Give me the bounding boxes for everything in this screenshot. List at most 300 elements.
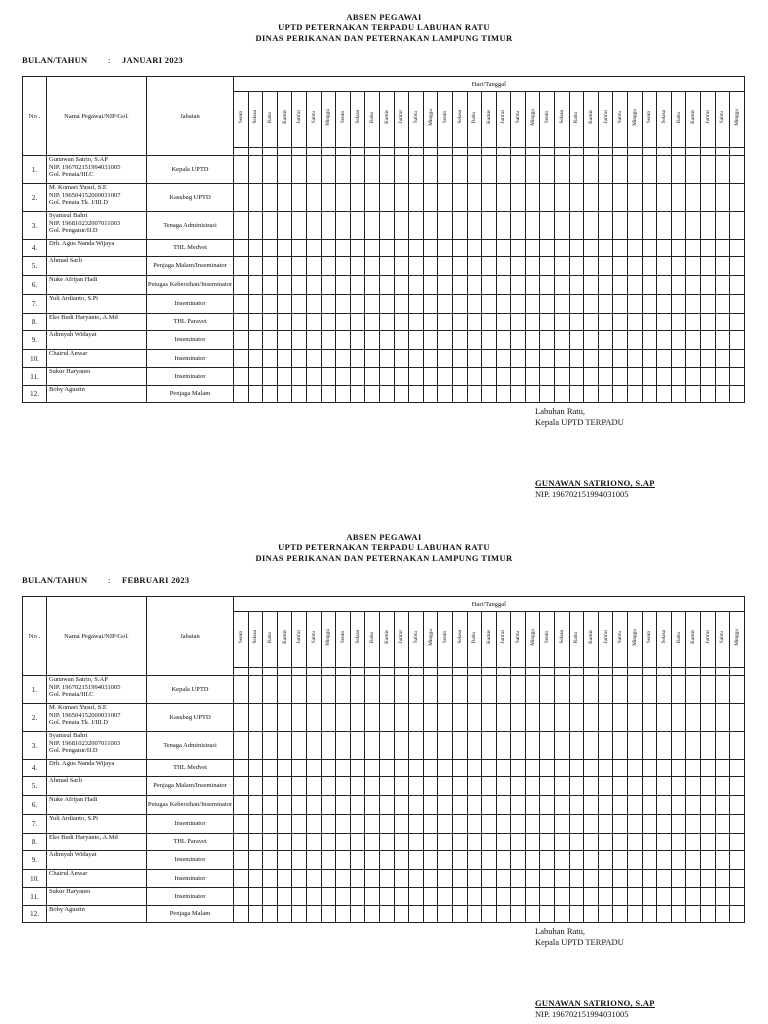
- attendance-cell[interactable]: [321, 212, 336, 240]
- attendance-cell[interactable]: [394, 276, 409, 295]
- attendance-cell[interactable]: [336, 156, 351, 184]
- attendance-cell[interactable]: [730, 888, 745, 906]
- attendance-cell[interactable]: [642, 906, 657, 923]
- attendance-cell[interactable]: [409, 257, 424, 276]
- attendance-cell[interactable]: [613, 851, 628, 870]
- attendance-cell[interactable]: [263, 257, 278, 276]
- attendance-cell[interactable]: [642, 870, 657, 888]
- attendance-cell[interactable]: [452, 331, 467, 350]
- attendance-cell[interactable]: [642, 156, 657, 184]
- attendance-cell[interactable]: [423, 184, 438, 212]
- attendance-cell[interactable]: [365, 760, 380, 777]
- attendance-cell[interactable]: [569, 760, 584, 777]
- attendance-cell[interactable]: [671, 156, 686, 184]
- attendance-cell[interactable]: [365, 676, 380, 704]
- attendance-cell[interactable]: [409, 350, 424, 368]
- attendance-cell[interactable]: [671, 331, 686, 350]
- attendance-cell[interactable]: [540, 386, 555, 403]
- attendance-cell[interactable]: [540, 704, 555, 732]
- attendance-cell[interactable]: [306, 295, 321, 314]
- attendance-cell[interactable]: [482, 350, 497, 368]
- attendance-cell[interactable]: [686, 314, 701, 331]
- attendance-cell[interactable]: [671, 184, 686, 212]
- attendance-cell[interactable]: [409, 704, 424, 732]
- attendance-cell[interactable]: [598, 368, 613, 386]
- attendance-cell[interactable]: [701, 851, 716, 870]
- attendance-cell[interactable]: [730, 777, 745, 796]
- attendance-cell[interactable]: [263, 331, 278, 350]
- attendance-cell[interactable]: [613, 732, 628, 760]
- attendance-cell[interactable]: [482, 314, 497, 331]
- attendance-cell[interactable]: [248, 704, 263, 732]
- attendance-cell[interactable]: [511, 368, 526, 386]
- attendance-cell[interactable]: [628, 184, 643, 212]
- attendance-cell[interactable]: [350, 777, 365, 796]
- attendance-cell[interactable]: [277, 704, 292, 732]
- attendance-cell[interactable]: [365, 184, 380, 212]
- attendance-cell[interactable]: [248, 350, 263, 368]
- attendance-cell[interactable]: [686, 870, 701, 888]
- attendance-cell[interactable]: [715, 184, 730, 212]
- attendance-cell[interactable]: [321, 796, 336, 815]
- attendance-cell[interactable]: [715, 851, 730, 870]
- attendance-cell[interactable]: [292, 851, 307, 870]
- attendance-cell[interactable]: [234, 676, 249, 704]
- attendance-cell[interactable]: [336, 331, 351, 350]
- attendance-cell[interactable]: [467, 257, 482, 276]
- attendance-cell[interactable]: [277, 331, 292, 350]
- attendance-cell[interactable]: [423, 276, 438, 295]
- attendance-cell[interactable]: [686, 331, 701, 350]
- attendance-cell[interactable]: [569, 888, 584, 906]
- attendance-cell[interactable]: [438, 350, 453, 368]
- attendance-cell[interactable]: [613, 240, 628, 257]
- attendance-cell[interactable]: [584, 760, 599, 777]
- attendance-cell[interactable]: [613, 777, 628, 796]
- attendance-cell[interactable]: [336, 257, 351, 276]
- attendance-cell[interactable]: [482, 156, 497, 184]
- attendance-cell[interactable]: [511, 295, 526, 314]
- attendance-cell[interactable]: [598, 834, 613, 851]
- attendance-cell[interactable]: [584, 676, 599, 704]
- attendance-cell[interactable]: [613, 834, 628, 851]
- attendance-cell[interactable]: [598, 184, 613, 212]
- attendance-cell[interactable]: [496, 257, 511, 276]
- attendance-cell[interactable]: [306, 704, 321, 732]
- attendance-cell[interactable]: [628, 815, 643, 834]
- attendance-cell[interactable]: [525, 704, 540, 732]
- attendance-cell[interactable]: [292, 760, 307, 777]
- attendance-cell[interactable]: [394, 834, 409, 851]
- attendance-cell[interactable]: [394, 732, 409, 760]
- attendance-cell[interactable]: [452, 368, 467, 386]
- attendance-cell[interactable]: [730, 815, 745, 834]
- attendance-cell[interactable]: [263, 906, 278, 923]
- attendance-cell[interactable]: [525, 732, 540, 760]
- attendance-cell[interactable]: [321, 851, 336, 870]
- attendance-cell[interactable]: [671, 888, 686, 906]
- attendance-cell[interactable]: [438, 870, 453, 888]
- attendance-cell[interactable]: [394, 777, 409, 796]
- attendance-cell[interactable]: [336, 184, 351, 212]
- attendance-cell[interactable]: [511, 704, 526, 732]
- attendance-cell[interactable]: [365, 257, 380, 276]
- attendance-cell[interactable]: [263, 184, 278, 212]
- attendance-cell[interactable]: [423, 888, 438, 906]
- attendance-cell[interactable]: [394, 314, 409, 331]
- attendance-cell[interactable]: [701, 796, 716, 815]
- attendance-cell[interactable]: [438, 368, 453, 386]
- attendance-cell[interactable]: [701, 704, 716, 732]
- attendance-cell[interactable]: [511, 796, 526, 815]
- attendance-cell[interactable]: [467, 815, 482, 834]
- attendance-cell[interactable]: [409, 314, 424, 331]
- attendance-cell[interactable]: [628, 314, 643, 331]
- attendance-cell[interactable]: [306, 156, 321, 184]
- attendance-cell[interactable]: [628, 732, 643, 760]
- attendance-cell[interactable]: [423, 906, 438, 923]
- attendance-cell[interactable]: [555, 906, 570, 923]
- attendance-cell[interactable]: [555, 851, 570, 870]
- attendance-cell[interactable]: [438, 276, 453, 295]
- attendance-cell[interactable]: [525, 888, 540, 906]
- attendance-cell[interactable]: [511, 212, 526, 240]
- attendance-cell[interactable]: [730, 796, 745, 815]
- attendance-cell[interactable]: [248, 851, 263, 870]
- attendance-cell[interactable]: [657, 704, 672, 732]
- attendance-cell[interactable]: [715, 240, 730, 257]
- attendance-cell[interactable]: [438, 851, 453, 870]
- attendance-cell[interactable]: [263, 240, 278, 257]
- attendance-cell[interactable]: [540, 295, 555, 314]
- attendance-cell[interactable]: [657, 276, 672, 295]
- attendance-cell[interactable]: [452, 815, 467, 834]
- attendance-cell[interactable]: [292, 796, 307, 815]
- attendance-cell[interactable]: [657, 796, 672, 815]
- attendance-cell[interactable]: [482, 368, 497, 386]
- attendance-cell[interactable]: [379, 314, 394, 331]
- attendance-cell[interactable]: [379, 257, 394, 276]
- attendance-cell[interactable]: [584, 156, 599, 184]
- attendance-cell[interactable]: [730, 386, 745, 403]
- attendance-cell[interactable]: [482, 184, 497, 212]
- attendance-cell[interactable]: [496, 796, 511, 815]
- attendance-cell[interactable]: [292, 815, 307, 834]
- attendance-cell[interactable]: [511, 732, 526, 760]
- attendance-cell[interactable]: [482, 760, 497, 777]
- attendance-cell[interactable]: [701, 870, 716, 888]
- attendance-cell[interactable]: [496, 760, 511, 777]
- attendance-cell[interactable]: [277, 276, 292, 295]
- attendance-cell[interactable]: [306, 276, 321, 295]
- attendance-cell[interactable]: [525, 184, 540, 212]
- attendance-cell[interactable]: [598, 350, 613, 368]
- attendance-cell[interactable]: [496, 704, 511, 732]
- attendance-cell[interactable]: [628, 386, 643, 403]
- attendance-cell[interactable]: [628, 676, 643, 704]
- attendance-cell[interactable]: [540, 276, 555, 295]
- attendance-cell[interactable]: [496, 851, 511, 870]
- attendance-cell[interactable]: [613, 156, 628, 184]
- attendance-cell[interactable]: [715, 295, 730, 314]
- attendance-cell[interactable]: [584, 350, 599, 368]
- attendance-cell[interactable]: [306, 212, 321, 240]
- attendance-cell[interactable]: [657, 815, 672, 834]
- attendance-cell[interactable]: [642, 240, 657, 257]
- attendance-cell[interactable]: [671, 350, 686, 368]
- attendance-cell[interactable]: [671, 796, 686, 815]
- attendance-cell[interactable]: [292, 257, 307, 276]
- attendance-cell[interactable]: [350, 257, 365, 276]
- attendance-cell[interactable]: [306, 257, 321, 276]
- attendance-cell[interactable]: [496, 834, 511, 851]
- attendance-cell[interactable]: [248, 314, 263, 331]
- attendance-cell[interactable]: [321, 777, 336, 796]
- attendance-cell[interactable]: [336, 704, 351, 732]
- attendance-cell[interactable]: [686, 815, 701, 834]
- attendance-cell[interactable]: [263, 156, 278, 184]
- attendance-cell[interactable]: [701, 906, 716, 923]
- attendance-cell[interactable]: [598, 870, 613, 888]
- attendance-cell[interactable]: [336, 888, 351, 906]
- attendance-cell[interactable]: [336, 760, 351, 777]
- attendance-cell[interactable]: [336, 796, 351, 815]
- attendance-cell[interactable]: [438, 386, 453, 403]
- attendance-cell[interactable]: [657, 184, 672, 212]
- attendance-cell[interactable]: [292, 350, 307, 368]
- attendance-cell[interactable]: [409, 386, 424, 403]
- attendance-cell[interactable]: [306, 851, 321, 870]
- attendance-cell[interactable]: [248, 796, 263, 815]
- attendance-cell[interactable]: [598, 212, 613, 240]
- attendance-cell[interactable]: [613, 257, 628, 276]
- attendance-cell[interactable]: [350, 368, 365, 386]
- attendance-cell[interactable]: [438, 295, 453, 314]
- attendance-cell[interactable]: [336, 212, 351, 240]
- attendance-cell[interactable]: [671, 314, 686, 331]
- attendance-cell[interactable]: [394, 350, 409, 368]
- attendance-cell[interactable]: [452, 156, 467, 184]
- attendance-cell[interactable]: [598, 314, 613, 331]
- attendance-cell[interactable]: [511, 350, 526, 368]
- attendance-cell[interactable]: [671, 257, 686, 276]
- attendance-cell[interactable]: [628, 257, 643, 276]
- attendance-cell[interactable]: [234, 888, 249, 906]
- attendance-cell[interactable]: [642, 851, 657, 870]
- attendance-cell[interactable]: [234, 240, 249, 257]
- attendance-cell[interactable]: [292, 777, 307, 796]
- attendance-cell[interactable]: [350, 314, 365, 331]
- attendance-cell[interactable]: [277, 815, 292, 834]
- attendance-cell[interactable]: [409, 888, 424, 906]
- attendance-cell[interactable]: [365, 870, 380, 888]
- attendance-cell[interactable]: [569, 350, 584, 368]
- attendance-cell[interactable]: [263, 704, 278, 732]
- attendance-cell[interactable]: [350, 184, 365, 212]
- attendance-cell[interactable]: [467, 331, 482, 350]
- attendance-cell[interactable]: [234, 314, 249, 331]
- attendance-cell[interactable]: [540, 212, 555, 240]
- attendance-cell[interactable]: [555, 870, 570, 888]
- attendance-cell[interactable]: [423, 212, 438, 240]
- attendance-cell[interactable]: [540, 732, 555, 760]
- attendance-cell[interactable]: [511, 276, 526, 295]
- attendance-cell[interactable]: [525, 815, 540, 834]
- attendance-cell[interactable]: [321, 386, 336, 403]
- attendance-cell[interactable]: [642, 212, 657, 240]
- attendance-cell[interactable]: [482, 331, 497, 350]
- attendance-cell[interactable]: [336, 276, 351, 295]
- attendance-cell[interactable]: [306, 796, 321, 815]
- attendance-cell[interactable]: [657, 240, 672, 257]
- attendance-cell[interactable]: [657, 257, 672, 276]
- attendance-cell[interactable]: [569, 906, 584, 923]
- attendance-cell[interactable]: [423, 368, 438, 386]
- attendance-cell[interactable]: [540, 851, 555, 870]
- attendance-cell[interactable]: [540, 777, 555, 796]
- attendance-cell[interactable]: [350, 676, 365, 704]
- attendance-cell[interactable]: [628, 156, 643, 184]
- attendance-cell[interactable]: [642, 888, 657, 906]
- attendance-cell[interactable]: [277, 386, 292, 403]
- attendance-cell[interactable]: [467, 704, 482, 732]
- attendance-cell[interactable]: [452, 295, 467, 314]
- attendance-cell[interactable]: [306, 760, 321, 777]
- attendance-cell[interactable]: [482, 676, 497, 704]
- attendance-cell[interactable]: [540, 350, 555, 368]
- attendance-cell[interactable]: [452, 870, 467, 888]
- attendance-cell[interactable]: [482, 732, 497, 760]
- attendance-cell[interactable]: [598, 888, 613, 906]
- attendance-cell[interactable]: [482, 851, 497, 870]
- attendance-cell[interactable]: [642, 368, 657, 386]
- attendance-cell[interactable]: [452, 276, 467, 295]
- attendance-cell[interactable]: [555, 760, 570, 777]
- attendance-cell[interactable]: [496, 888, 511, 906]
- attendance-cell[interactable]: [379, 240, 394, 257]
- attendance-cell[interactable]: [365, 276, 380, 295]
- attendance-cell[interactable]: [671, 834, 686, 851]
- attendance-cell[interactable]: [686, 156, 701, 184]
- attendance-cell[interactable]: [642, 295, 657, 314]
- attendance-cell[interactable]: [379, 276, 394, 295]
- attendance-cell[interactable]: [540, 156, 555, 184]
- attendance-cell[interactable]: [336, 240, 351, 257]
- attendance-cell[interactable]: [394, 212, 409, 240]
- attendance-cell[interactable]: [248, 888, 263, 906]
- attendance-cell[interactable]: [379, 888, 394, 906]
- attendance-cell[interactable]: [613, 676, 628, 704]
- attendance-cell[interactable]: [409, 870, 424, 888]
- attendance-cell[interactable]: [569, 184, 584, 212]
- attendance-cell[interactable]: [730, 834, 745, 851]
- attendance-cell[interactable]: [379, 834, 394, 851]
- attendance-cell[interactable]: [438, 704, 453, 732]
- attendance-cell[interactable]: [438, 212, 453, 240]
- attendance-cell[interactable]: [598, 815, 613, 834]
- attendance-cell[interactable]: [511, 184, 526, 212]
- attendance-cell[interactable]: [379, 815, 394, 834]
- attendance-cell[interactable]: [555, 350, 570, 368]
- attendance-cell[interactable]: [452, 851, 467, 870]
- attendance-cell[interactable]: [277, 184, 292, 212]
- attendance-cell[interactable]: [525, 777, 540, 796]
- attendance-cell[interactable]: [336, 834, 351, 851]
- attendance-cell[interactable]: [730, 368, 745, 386]
- attendance-cell[interactable]: [336, 870, 351, 888]
- attendance-cell[interactable]: [496, 777, 511, 796]
- attendance-cell[interactable]: [525, 212, 540, 240]
- attendance-cell[interactable]: [496, 350, 511, 368]
- attendance-cell[interactable]: [686, 276, 701, 295]
- attendance-cell[interactable]: [306, 240, 321, 257]
- attendance-cell[interactable]: [394, 888, 409, 906]
- attendance-cell[interactable]: [671, 704, 686, 732]
- attendance-cell[interactable]: [350, 815, 365, 834]
- attendance-cell[interactable]: [467, 184, 482, 212]
- attendance-cell[interactable]: [671, 240, 686, 257]
- attendance-cell[interactable]: [248, 870, 263, 888]
- attendance-cell[interactable]: [671, 212, 686, 240]
- attendance-cell[interactable]: [569, 156, 584, 184]
- attendance-cell[interactable]: [365, 295, 380, 314]
- attendance-cell[interactable]: [628, 888, 643, 906]
- attendance-cell[interactable]: [701, 314, 716, 331]
- attendance-cell[interactable]: [423, 760, 438, 777]
- attendance-cell[interactable]: [628, 350, 643, 368]
- attendance-cell[interactable]: [540, 368, 555, 386]
- attendance-cell[interactable]: [657, 732, 672, 760]
- attendance-cell[interactable]: [438, 240, 453, 257]
- attendance-cell[interactable]: [569, 777, 584, 796]
- attendance-cell[interactable]: [321, 240, 336, 257]
- attendance-cell[interactable]: [525, 240, 540, 257]
- attendance-cell[interactable]: [598, 295, 613, 314]
- attendance-cell[interactable]: [365, 888, 380, 906]
- attendance-cell[interactable]: [423, 796, 438, 815]
- attendance-cell[interactable]: [350, 212, 365, 240]
- attendance-cell[interactable]: [642, 350, 657, 368]
- attendance-cell[interactable]: [394, 906, 409, 923]
- attendance-cell[interactable]: [511, 156, 526, 184]
- attendance-cell[interactable]: [248, 240, 263, 257]
- attendance-cell[interactable]: [657, 834, 672, 851]
- attendance-cell[interactable]: [613, 350, 628, 368]
- attendance-cell[interactable]: [292, 184, 307, 212]
- attendance-cell[interactable]: [525, 834, 540, 851]
- attendance-cell[interactable]: [467, 156, 482, 184]
- attendance-cell[interactable]: [248, 184, 263, 212]
- attendance-cell[interactable]: [628, 331, 643, 350]
- attendance-cell[interactable]: [482, 888, 497, 906]
- attendance-cell[interactable]: [482, 870, 497, 888]
- attendance-cell[interactable]: [467, 870, 482, 888]
- attendance-cell[interactable]: [423, 156, 438, 184]
- attendance-cell[interactable]: [365, 212, 380, 240]
- attendance-cell[interactable]: [467, 276, 482, 295]
- attendance-cell[interactable]: [292, 888, 307, 906]
- attendance-cell[interactable]: [540, 760, 555, 777]
- attendance-cell[interactable]: [642, 796, 657, 815]
- attendance-cell[interactable]: [628, 704, 643, 732]
- attendance-cell[interactable]: [394, 368, 409, 386]
- attendance-cell[interactable]: [598, 156, 613, 184]
- attendance-cell[interactable]: [613, 212, 628, 240]
- attendance-cell[interactable]: [525, 851, 540, 870]
- attendance-cell[interactable]: [628, 777, 643, 796]
- attendance-cell[interactable]: [379, 851, 394, 870]
- attendance-cell[interactable]: [394, 257, 409, 276]
